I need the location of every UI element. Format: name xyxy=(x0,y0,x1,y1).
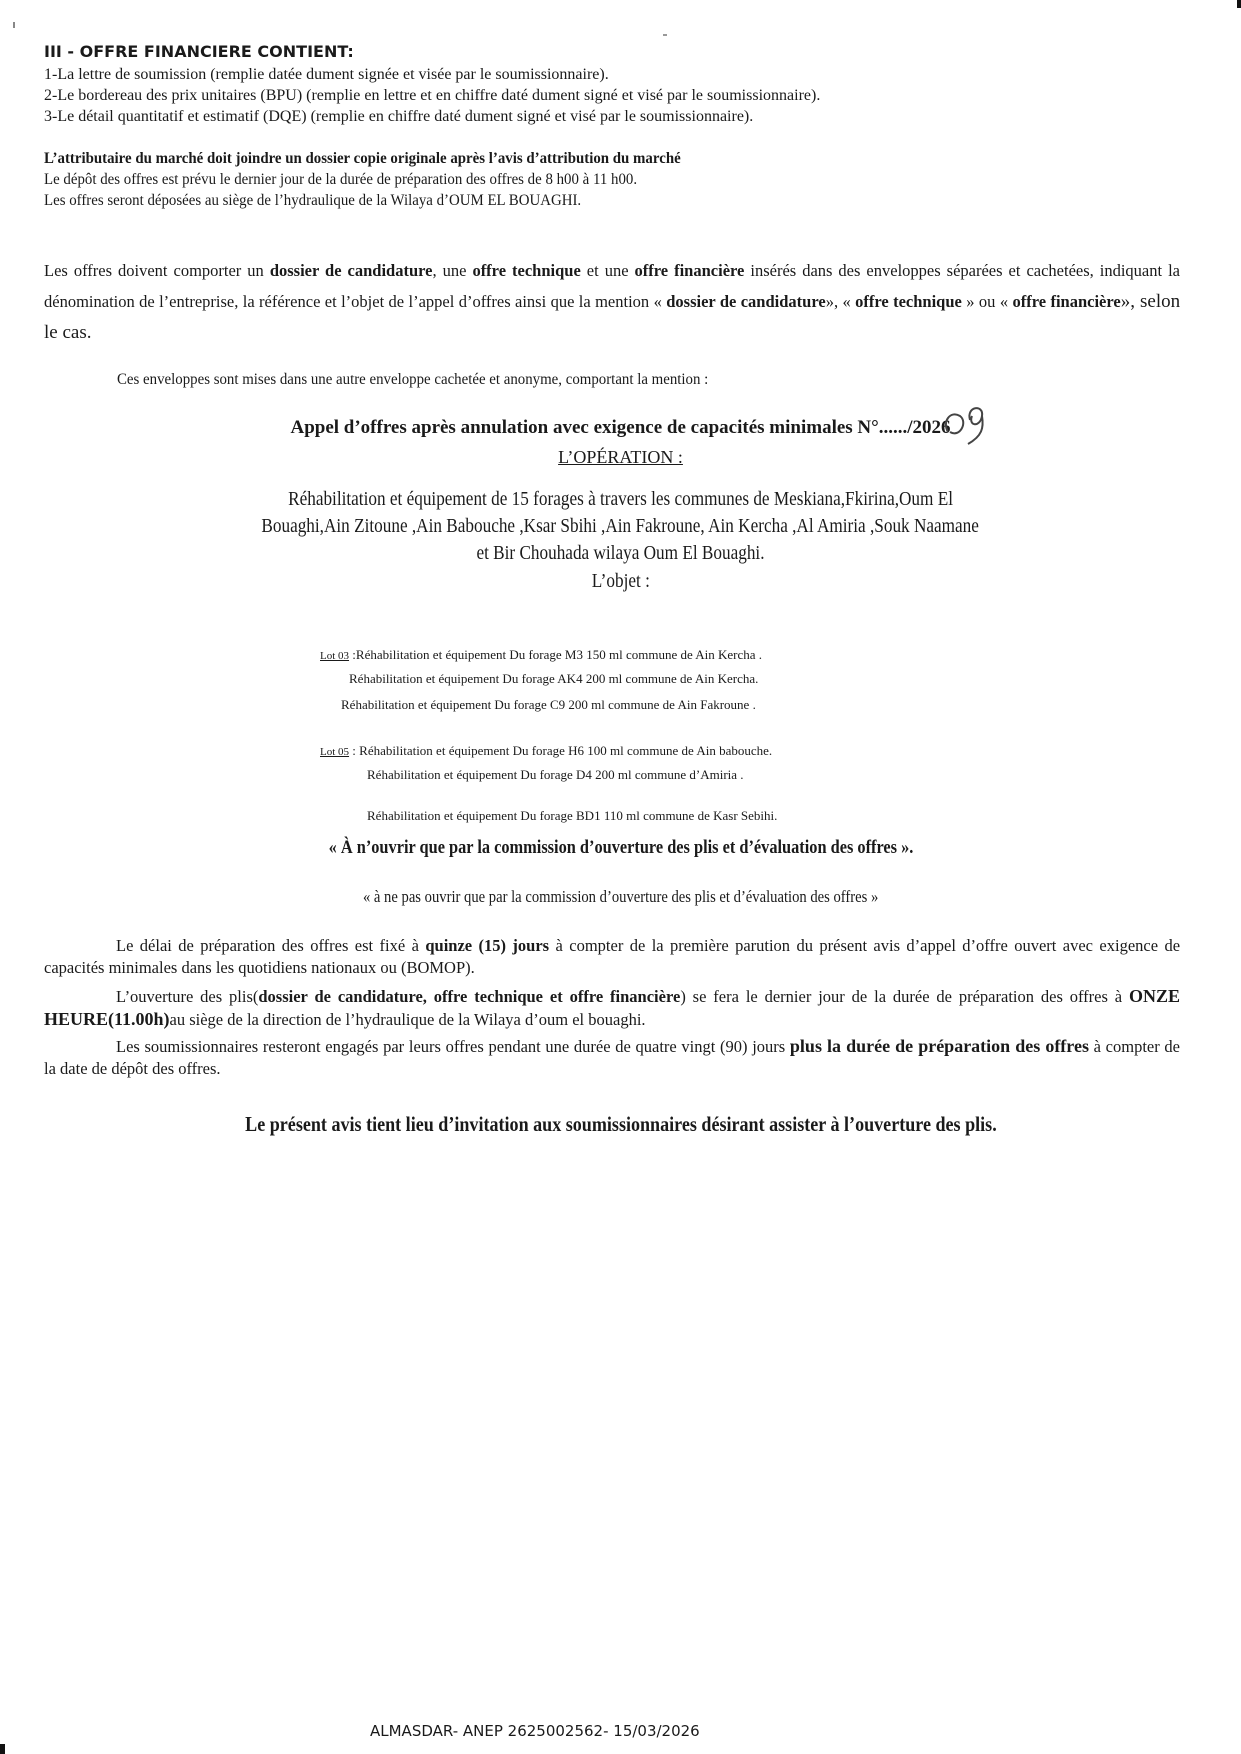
text: Le délai de préparation des offres est fixé à xyxy=(116,936,419,955)
text: Les soumissionnaires resteront engagés par leurs offres pendant une durée de quatre vingt (90) jours xyxy=(116,1037,786,1056)
ouverture-paragraph xyxy=(44,985,1180,1031)
operation-text: et Bir Chouhada wilaya Oum El Bouaghi. xyxy=(476,542,765,564)
operation-label: L’OPÉRATION : xyxy=(558,447,683,467)
lot-text: Réhabilitation et équipement Du forage H6 100 ml commune de Ain babouche. xyxy=(359,743,773,758)
lot-line xyxy=(367,767,744,783)
attributaire-text: L’attributaire du marché doit joindre un dossier copie originale après l’avis d’attribution du marché xyxy=(44,150,681,167)
text: », selon le cas. xyxy=(44,291,1181,343)
scan-mark-top-center xyxy=(663,34,667,36)
list-item: 3-Le détail quantitatif et estimatif (DQE) (remplie en chiffre daté dument signé et visé par le soumissionnaire). xyxy=(44,108,754,125)
lot-text: Réhabilitation et équipement Du forage D4 200 ml commune d’Amiria . xyxy=(367,767,744,782)
offres-paragraph xyxy=(44,255,1180,348)
operation-text: Réhabilitation et équipement de 15 forages à travers les communes de Meskiana,Fkirina,Oum El xyxy=(288,488,953,510)
invitation-line xyxy=(0,1112,1241,1137)
text: à compter de la date de dépôt des offres. xyxy=(44,1037,1181,1078)
objet-line xyxy=(0,570,1241,593)
appel-title-line xyxy=(0,417,1241,439)
engagement-paragraph xyxy=(44,1035,1180,1080)
operation-text: Bouaghi,Ain Zitoune ,Ain Babouche ,Ksar Sbihi ,Ain Fakroune, Ain Kercha ,Al Amiria ,Souk Naamane xyxy=(261,515,980,537)
bold-term: offre financière xyxy=(1012,292,1121,311)
depot-text: Le dépôt des offres est prévu le dernier jour de la durée de préparation des offres de 8 h00 à 11 h00. xyxy=(44,171,638,188)
lot-text: Réhabilitation et équipement Du forage AK4 200 ml commune de Ain Kercha. xyxy=(349,671,759,686)
bold-term: ONZE HEURE(11.00h) xyxy=(44,986,1181,1029)
appel-title: Appel d’offres après annulation avec exigence de capacités minimales N° xyxy=(290,417,879,438)
section-title: III - OFFRE FINANCIERE CONTIENT: xyxy=(44,42,354,61)
bold-term: dossier de candidature xyxy=(269,261,433,280)
delai-paragraph xyxy=(44,935,1180,979)
lot-line xyxy=(367,808,777,824)
lot-text: Réhabilitation et équipement Du forage BD1 110 ml commune de Kasr Sebihi. xyxy=(367,808,778,823)
enveloppes-note xyxy=(117,371,753,389)
lot-line xyxy=(349,671,758,687)
text: à compter de la première parution du présent avis d’appel d’offre ouvert avec exigence de capacités minimales dans les quotidiens nationaux ou (BOMOP). xyxy=(44,936,1181,977)
lot-line xyxy=(341,697,756,713)
operation-line xyxy=(0,515,1241,538)
text: et une xyxy=(586,261,629,280)
text: ) se fera le dernier jour de la durée de préparation des offres à xyxy=(680,987,1123,1006)
lot-line xyxy=(320,647,762,663)
text: Les offres doivent comporter un xyxy=(44,261,264,280)
attributaire-note xyxy=(44,150,729,168)
depot-note xyxy=(44,171,682,189)
list-item: 2-Le bordereau des prix unitaires (BPU) (remplie en lettre et en chiffre daté dument signé et visé par le soumissionnaire). xyxy=(44,87,821,104)
bold-term: offre technique xyxy=(855,292,962,311)
siege-text: Les offres seront déposées au siège de l’hydraulique de la Wilaya d’OUM EL BOUAGHI. xyxy=(44,192,582,209)
appel-number-dots: ...... xyxy=(878,417,908,438)
mention-open-2: « à ne pas ouvrir que par la commission d’ouverture des plis et d’évaluation des offres » xyxy=(362,887,879,906)
lot-sep: : xyxy=(349,647,356,662)
lot-line xyxy=(320,743,772,759)
text: insérés dans des enveloppes séparées et cachetées, indiquant la dénomination de l’entreprise, la référence et l’objet de l’appel d’offres ainsi que la mention « xyxy=(44,261,1180,311)
bold-term: plus la durée de préparation des offres xyxy=(789,1036,1089,1056)
text: L’ouverture des plis( xyxy=(116,987,259,1006)
lot-label: Lot 03 xyxy=(320,650,350,662)
siege-note xyxy=(44,192,622,210)
scan-mark-top-left xyxy=(13,22,15,28)
mention-open-1: « À n’ouvrir que par la commission d’ouverture des plis et d’évaluation des offres ». xyxy=(328,837,913,858)
operation-line xyxy=(0,488,1241,511)
text: » ou « xyxy=(966,292,1009,311)
invitation-text: Le présent avis tient lieu d’invitation aux soumissionnaires désirant assister à l’ouverture des plis. xyxy=(244,1112,997,1136)
lot-sep: : xyxy=(349,743,360,758)
text: , une xyxy=(432,261,467,280)
list-item: 1-La lettre de soumission (remplie datée dument signée et visée par le soumissionnaire). xyxy=(44,66,609,83)
handwritten-signature-icon xyxy=(940,402,1010,448)
footer-reference: ALMASDAR- ANEP 2625002562- 15/03/2026 xyxy=(370,1722,700,1740)
handwritten-number xyxy=(940,402,1010,448)
lot-label: Lot 05 xyxy=(320,746,350,758)
lot-text: Réhabilitation et équipement Du forage C9 200 ml commune de Ain Fakroune . xyxy=(341,697,756,712)
bold-term: offre technique xyxy=(472,261,581,280)
scan-edge-bottom-left xyxy=(0,1744,5,1754)
lot-text: Réhabilitation et équipement Du forage M3 150 ml commune de Ain Kercha . xyxy=(355,647,763,662)
mention-line xyxy=(0,887,1241,907)
enveloppes-text: Ces enveloppes sont mises dans une autre enveloppe cachetée et anonyme, comportant la mention : xyxy=(117,371,709,388)
operation-line xyxy=(0,542,1241,565)
bold-term: dossier de candidature, offre technique et offre financière xyxy=(258,987,681,1006)
bold-term: dossier de candidature xyxy=(666,292,826,311)
bold-term: quinze (15) jours xyxy=(425,936,550,955)
appel-year: /2026 xyxy=(907,417,951,438)
objet-label: L’objet : xyxy=(591,570,650,592)
bold-term: offre financière xyxy=(634,261,745,280)
text: au siège de la direction de l’hydraulique de la Wilaya d’oum el bouaghi. xyxy=(169,1010,646,1029)
operation-label-line xyxy=(0,447,1241,468)
scan-edge-top-right xyxy=(1237,0,1241,8)
text: », « xyxy=(825,292,851,311)
mention-line xyxy=(0,837,1241,859)
